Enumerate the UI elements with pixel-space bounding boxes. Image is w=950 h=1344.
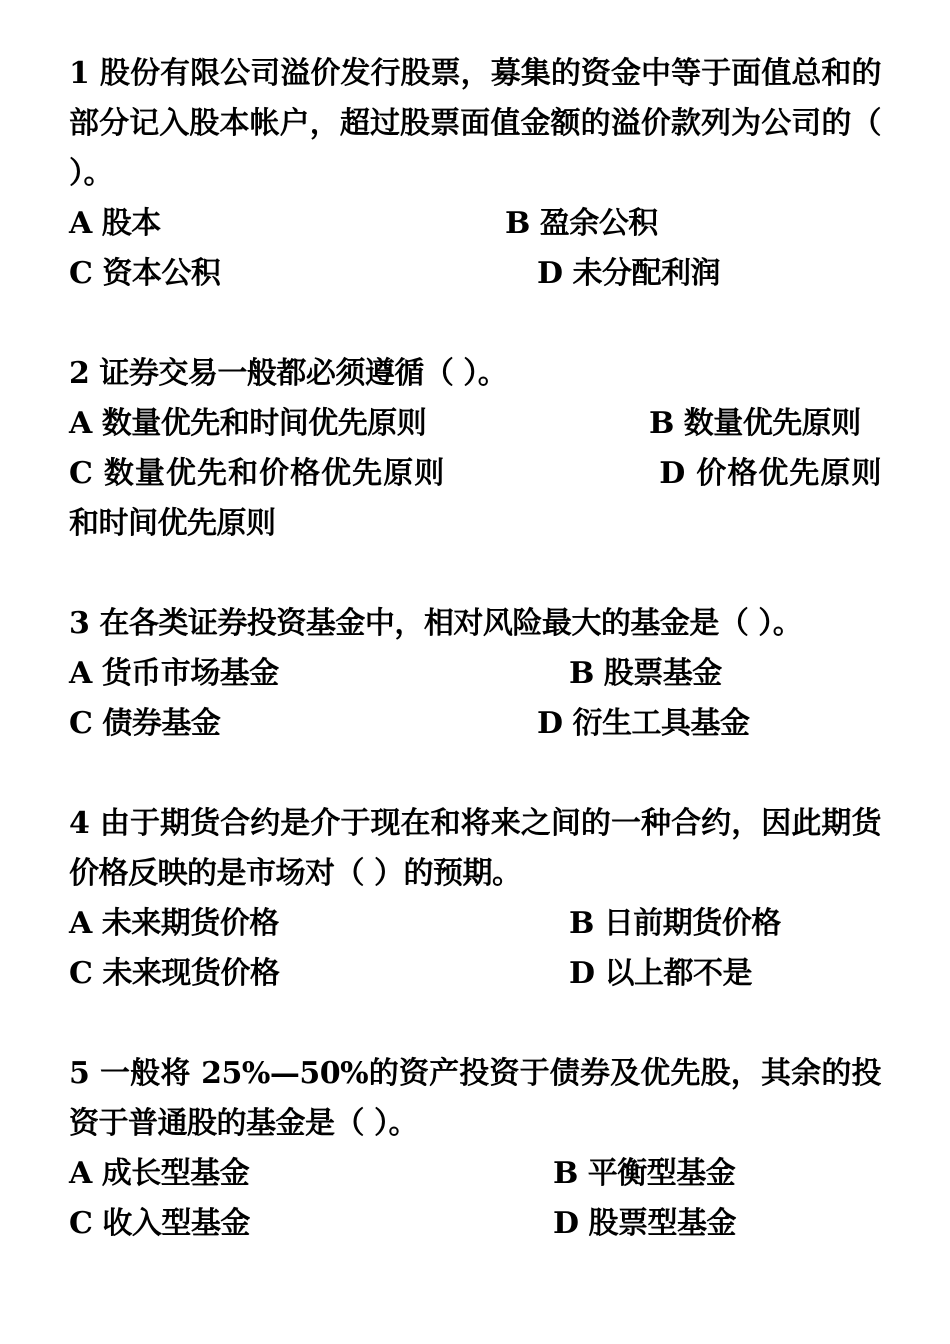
question-5 (69, 1049, 881, 1249)
option-row (69, 649, 881, 699)
option-d: D 价格优先原则和时间优先原则 (69, 456, 881, 541)
option-row (69, 199, 881, 249)
option-c: C 数量优先和价格优先原则 (69, 456, 446, 491)
option-row (69, 699, 881, 749)
option-row (69, 249, 881, 299)
option-row (69, 399, 881, 449)
question-1 (69, 49, 881, 299)
option-b: B 盈余公积 (505, 206, 658, 241)
question-text: 1 股份有限公司溢价发行股票，募集的资金中等于面值总和的部分记入股本帐户，超过股票面值金额的溢价款列为公司的（ ）。 (69, 56, 881, 191)
option-d: D 衍生工具基金 (537, 706, 750, 741)
option-a: A 股本 (69, 206, 161, 241)
question-text: 3 在各类证券投资基金中，相对风险最大的基金是（ ）。 (69, 606, 803, 641)
option-d: D 未分配利润 (537, 256, 720, 291)
option-c: C 资本公积 (69, 256, 221, 291)
option-b: B 日前期货价格 (569, 906, 781, 941)
option-d: D 以上都不是 (569, 956, 752, 991)
option-b: B 数量优先原则 (649, 406, 861, 441)
question-4 (69, 799, 881, 999)
question-text: 2 证券交易一般都必须遵循（ ）。 (69, 356, 508, 391)
option-c: C 未来现货价格 (69, 956, 280, 991)
option-a: A 货币市场基金 (69, 656, 279, 691)
question-3 (69, 599, 881, 749)
option-row (69, 1199, 881, 1249)
option-d: D 股票型基金 (553, 1206, 736, 1241)
option-b: B 平衡型基金 (553, 1156, 736, 1191)
option-c: C 债券基金 (69, 706, 221, 741)
option-row (69, 899, 881, 949)
option-row (69, 1149, 881, 1199)
option-a: A 成长型基金 (69, 1156, 250, 1191)
option-a: A 未来期货价格 (69, 906, 279, 941)
option-a: A 数量优先和时间优先原则 (69, 406, 427, 441)
question-text: 4 由于期货合约是介于现在和将来之间的一种合约，因此期货价格反映的是市场对（ ）的预期。 (69, 806, 881, 891)
option-c: C 收入型基金 (69, 1206, 250, 1241)
option-b: B 股票基金 (569, 656, 722, 691)
exam-page (69, 49, 881, 1249)
question-text: 5 一般将 25%—50%的资产投资于债券及优先股，其余的投资于普通股的基金是（ ）。 (69, 1056, 881, 1141)
question-2 (69, 349, 881, 549)
option-row (69, 949, 881, 999)
option-c-d-line (69, 449, 881, 549)
